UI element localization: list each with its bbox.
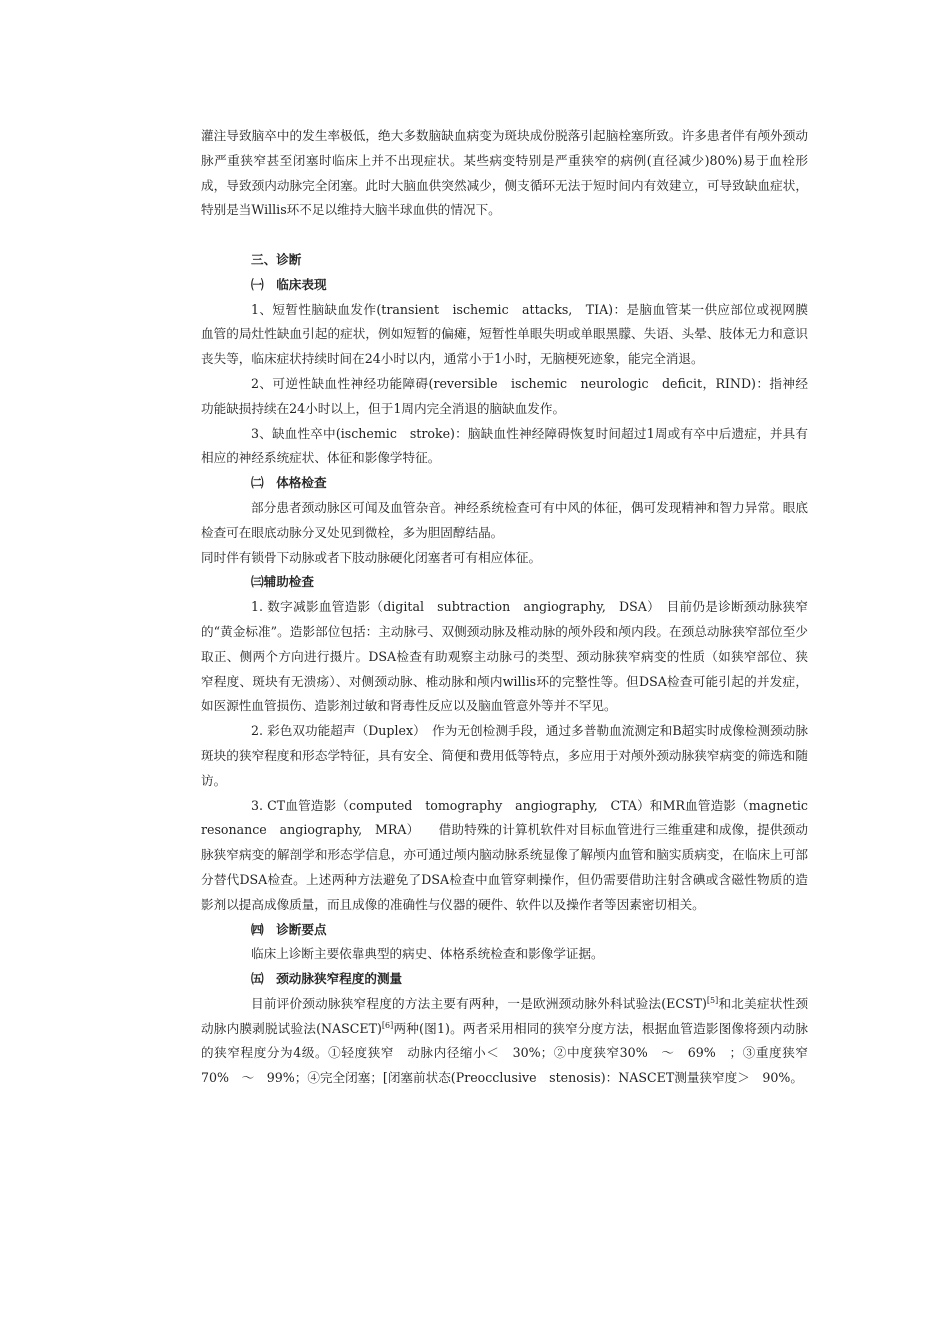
- subheading-diagnosis-points: ㈣ 诊断要点: [251, 921, 327, 937]
- paragraph-physical-exam: 部分患者颈动脉区可闻及血管杂音。神经系统检查可有中风的体征，偶可发现精神和智力异常。眼底检查可在眼底动脉分叉处见到微栓，多为胆固醇结晶。: [201, 499, 808, 540]
- paragraph-ischemic-stroke: 3、缺血性卒中(ischemic stroke)：脑缺血性神经障碍恢复时间超过1周或有卒中后遗症，并具有相应的神经系统症状、体征和影像学特征。: [201, 425, 808, 466]
- paragraph-duplex: 2. 彩色双功能超声（Duplex） 作为无创检测手段，通过多普勒血流测定和B超实时成像检测颈动脉斑块的狭窄程度和形态学特征，具有安全、简便和费用低等特点，多应用于对颅外颈动脉狭窄病变的筛选和随访。: [201, 723, 808, 788]
- subheading-auxiliary-exam: ㈢辅助检查: [251, 574, 314, 590]
- paragraph-concomitant-signs: 同时伴有锁骨下动脉或者下肢动脉硬化闭塞者可有相应体征。: [201, 549, 542, 565]
- text-run: 和北美症状性颈动脉内膜剥脱试验法(NASCET): [201, 995, 809, 1036]
- citation-ref-6: [6]: [381, 1020, 394, 1030]
- document-page: [201, 124, 821, 1091]
- subheading-physical-exam: ㈡ 体格检查: [251, 475, 327, 491]
- text-run: 两种(图1)。两者采用相同的狭窄分度方法，根据血管造影图像将颈内动脉的狭窄程度分为4级。①轻度狭窄 动脉内径缩小＜ 30%；②中度狭窄30% ～ 69% ；③重度狭窄 70% ～ 99%；④完全闭塞；[闭塞前状态(Preocclusive stenosis)：NASCET测量狭窄度＞ 90%。: [201, 1020, 821, 1086]
- paragraph-dsa: 1. 数字减影血管造影（digital subtraction angiography, DSA） 目前仍是诊断颈动脉狭窄的“黄金标准”。造影部位包括：主动脉弓、双侧颈动脉及椎动脉的颅外段和颅内段。在颈总动脉狭窄部位至少取正、侧两个方向进行摄片。DSA检查有助观察主动脉弓的类型、颈动脉狭窄病变的性质（如狭窄部位、狭窄程度、斑块有无溃疡）、对侧颈动脉、椎动脉和颅内willis环的完整性等。但DSA检查可能引起的并发症，如医源性血管损伤、造影剂过敏和肾毒性反应以及脑血管意外等并不罕见。: [201, 599, 808, 714]
- paragraph-intro: 灌注导致脑卒中的发生率极低，绝大多数脑缺血病变为斑块成份脱落引起脑栓塞所致。许多患者伴有颅外颈动脉严重狭窄甚至闭塞时临床上并不出现症状。某些病变特别是严重狭窄的病例(直径减少)80%)易于血栓形成，导致颈内动脉完全闭塞。此时大脑血供突然减少，侧支循环无法于短时间内有效建立，可导致缺血症状，特别是当Willis环不足以维持大脑半球血供的情况下。: [201, 128, 808, 218]
- paragraph-cta-mra: 3. CT血管造影（computed tomography angiography, CTA）和MR血管造影（magnetic resonance angiography, MRA） 借助特殊的计算机软件对目标血管进行三维重建和成像，提供颈动脉狭窄病变的解剖学和形态学信息，亦可通过颅内脑动脉系统显像了解颅内血管和脑实质病变，在临床上可部分替代DSA检查。上述两种方法避免了DSA检查中血管穿刺操作，但仍需要借助注射含碘或含磁性物质的造影剂以提高成像质量，而且成像的准确性与仪器的硬件、软件以及操作者等因素密切相关。: [201, 797, 821, 912]
- paragraph-diagnosis-points: 临床上诊断主要依靠典型的病史、体格系统检查和影像学证据。: [251, 946, 604, 962]
- paragraph-stenosis-measurement: [201, 992, 821, 1091]
- subheading-clinical-manifestations: ㈠ 临床表现: [251, 276, 327, 292]
- spacer: [201, 223, 808, 248]
- paragraph-rind: 2、可逆性缺血性神经功能障碍(reversible ischemic neurologic deficit，RIND)：指神经功能缺损持续在24小时以上，但于1周内完全消退的脑缺血发作。: [201, 375, 808, 416]
- text-run: 目前评价颈动脉狭窄程度的方法主要有两种，一是欧洲颈动脉外科试验法(ECST): [251, 995, 707, 1011]
- paragraph-tia: 1、短暂性脑缺血发作(transient ischemic attacks, TIA)：是脑血管某一供应部位或视网膜血管的局灶性缺血引起的症状，例如短暂的偏瘫，短暂性单眼失明或单眼黑朦、失语、头晕、肢体无力和意识丧失等，临床症状持续时间在24小时以内，通常小于1小时，无脑梗死迹象，能完全消退。: [201, 301, 808, 367]
- section-heading-diagnosis: 三、诊断: [251, 251, 302, 267]
- subheading-stenosis-measurement: ㈤ 颈动脉狭窄程度的测量: [251, 971, 403, 987]
- citation-ref-5: [5]: [706, 995, 719, 1005]
